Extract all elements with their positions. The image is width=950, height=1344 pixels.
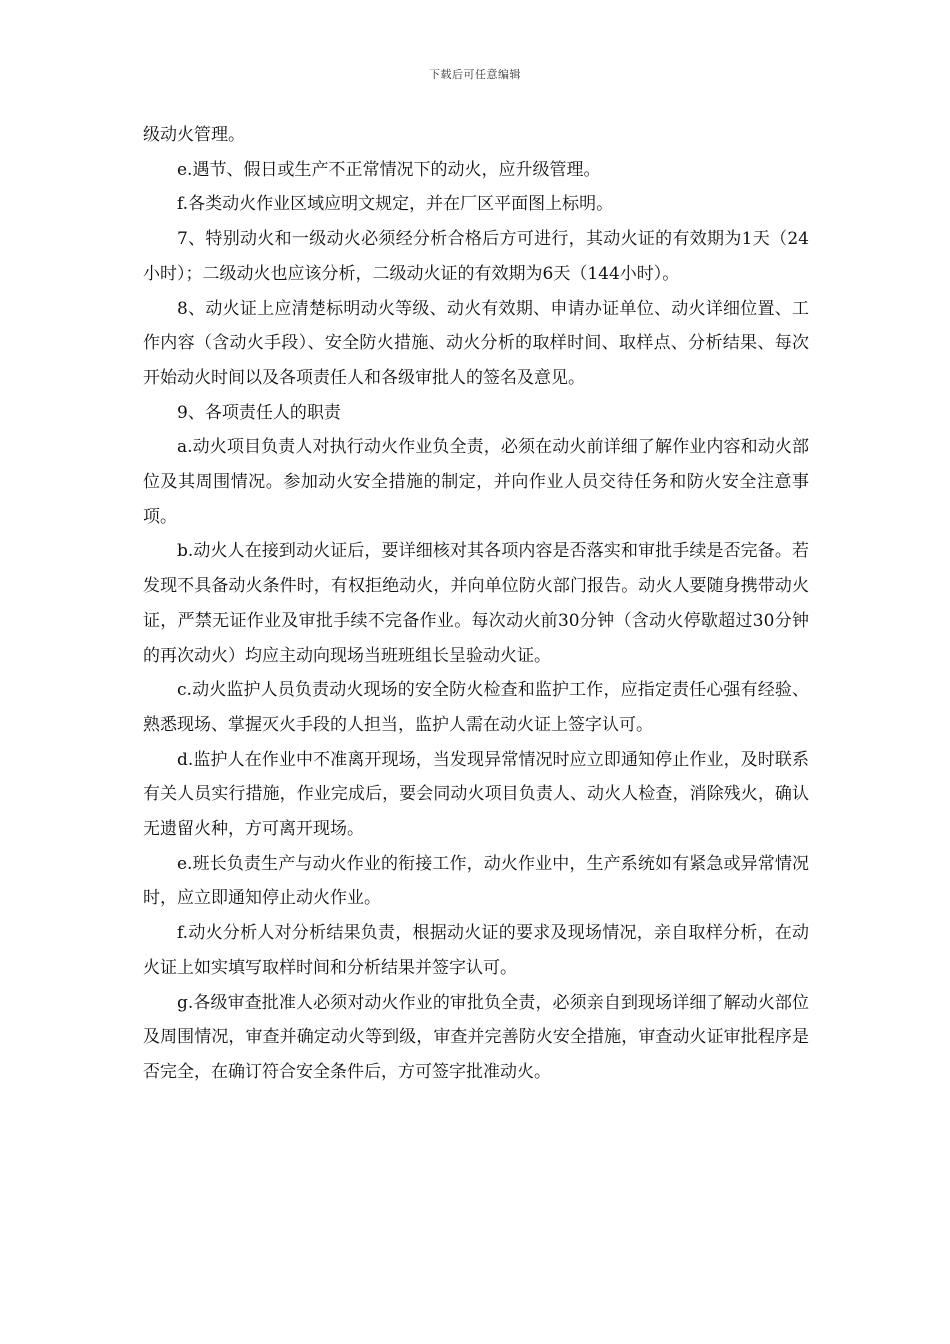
paragraph: 9、各项责任人的职责 bbox=[177, 402, 341, 423]
paragraph: e.遇节、假日或生产不正常情况下的动火，应升级管理。 bbox=[177, 159, 601, 180]
paragraph: c.动火监护人员负责动火现场的安全防火检查和监护工作，应指定责任心强有经验、熟悉现场、掌握灭火手段的人担当，监护人需在动火证上签字认可。 bbox=[143, 680, 809, 735]
paragraph: 级动火管理。 bbox=[143, 125, 245, 145]
paragraph: d.监护人在作业中不准离开现场，当发现异常情况时应立即通知停止作业，及时联系有关人员实行措施，作业完成后，要会同动火项目负责人、动火人检查，消除残火，确认无遗留火种，方可离开现场。 bbox=[143, 749, 809, 840]
paragraph: f.各类动火作业区域应明文规定，并在厂区平面图上标明。 bbox=[177, 194, 614, 215]
paragraph: f.动火分析人对分析结果负责，根据动火证的要求及现场情况，亲自取样分析，在动火证上如实填写取样时间和分析结果并签字认可。 bbox=[143, 923, 809, 978]
paragraph: e.班长负责生产与动火作业的衔接工作，动火作业中，生产系统如有紧急或异常情况时，应立即通知停止动火作业。 bbox=[143, 853, 809, 909]
paragraph: a.动火项目负责人对执行动火作业负全责，必须在动火前详细了解作业内容和动火部位及其周围情况。参加动火安全措施的制定，并向作业人员交待任务和防火安全注意事项。 bbox=[143, 437, 809, 527]
header-note: 下载后可任意编辑 bbox=[429, 68, 521, 81]
paragraph: g.各级审查批准人必须对动火作业的审批负全责，必须亲自到现场详细了解动火部位及周围情况，审查并确定动火等到级，审查并完善防火安全措施，审查动火证审批程序是否完全，在确订符合安全条件后，方可签字批准动火。 bbox=[143, 992, 809, 1082]
document-body bbox=[143, 118, 809, 1090]
paragraph: 7、特别动火和一级动火必须经分析合格后方可进行，其动火证的有效期为1天（24小时）；二级动火也应该分析，二级动火证的有效期为6天（144小时）。 bbox=[143, 229, 809, 284]
paragraph: 8、动火证上应清楚标明动火等级、动火有效期、申请办证单位、动火详细位置、工作内容（含动火手段）、安全防火措施、动火分析的取样时间、取样点、分析结果、每次开始动火时间以及各项责任人和各级审批人的签名及意见。 bbox=[143, 298, 809, 388]
paragraph: b.动火人在接到动火证后，要详细核对其各项内容是否落实和审批手续是否完备。若发现不具备动火条件时，有权拒绝动火，并向单位防火部门报告。动火人要随身携带动火证，严禁无证作业及审批手续不完备作业。每次动火前30分钟（含动火停歇超过30分钟的再次动火）均应主动向现场当班班组长呈验动火证。 bbox=[143, 541, 809, 666]
